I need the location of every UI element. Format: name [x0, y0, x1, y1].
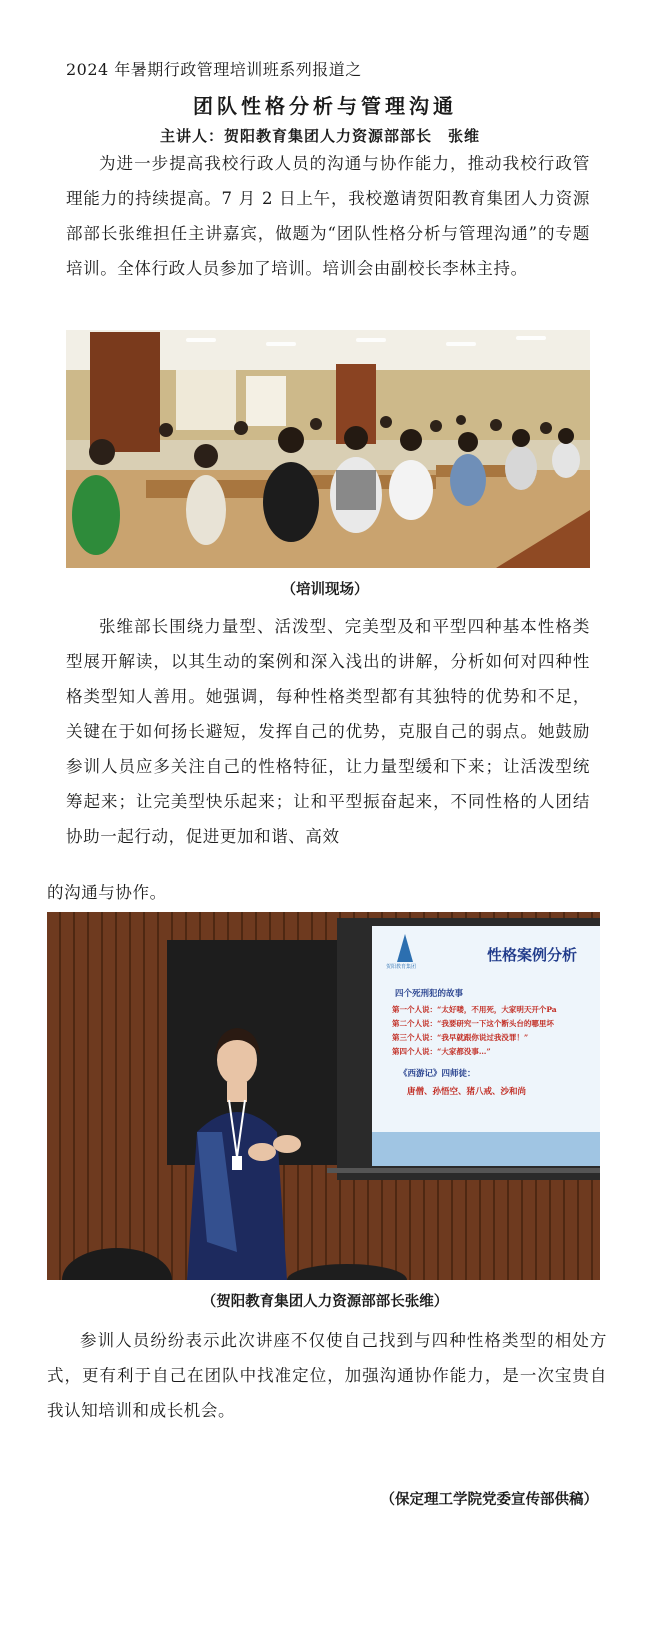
slide-names: 唐僧、孙悟空、猪八戒、沙和尚 — [407, 1087, 527, 1097]
slide-logo-text: 贺阳教育集团 — [386, 964, 417, 970]
training-room-photo — [66, 330, 590, 568]
slide-heading-2: 《西游记》四师徒： — [399, 1069, 476, 1079]
photo2-caption: （贺阳教育集团人力资源部部长张维） — [201, 1293, 449, 1310]
photo1-caption: （培训现场） — [281, 581, 369, 598]
paragraph-closing: 参训人员纷纷表示此次讲座不仅使自己找到与四种性格类型的相处方式，更有利于自己在团队中找准定位，加强沟通协作能力，是一次宝贵自我认知培训和成长机会。 — [47, 1331, 607, 1420]
slide-line-3: 第三个人说：“我早就跟你说过我没罪！” — [392, 1033, 529, 1042]
slide-heading: 四个死刑犯的故事 — [395, 989, 464, 999]
slide-line-4: 第四个人说：“大家都没事…” — [392, 1047, 491, 1056]
source-credit: （保定理工学院党委宣传部供稿） — [380, 1491, 598, 1508]
paragraph-content: 张维部长围绕力量型、活泼型、完美型及和平型四种基本性格类型展开解读，以其生动的案例和深入浅出的讲解，分析如何对四种性格类型知人善用。她强调，每种性格类型都有其独特的优势和不足，关键在于如何扬长避短，发挥自己的优势，克服自己的弱点。她鼓励参训人员应多关注自己的性格特征，让力量型缓和下来；让活泼型统筹起来；让完美型快乐起来；让和平型振奋起来，不同性格的人团结协助一起行动，促进更加和谐、高效 — [66, 617, 590, 846]
slide-line-2: 第二个人说：“我要研究一下这个断头台的哪里坏 — [392, 1019, 554, 1028]
slide-line-1: 第一个人说：“太好喽，不用死，大家明天开个Pa — [392, 1005, 557, 1014]
speaker-photo — [47, 912, 600, 1280]
speaker-line: 主讲人：贺阳教育集团人力资源部部长 张维 — [160, 127, 481, 145]
paragraph-intro: 为进一步提高我校行政人员的沟通与协作能力，推动我校行政管理能力的持续提高。7 月 2 日上午，我校邀请贺阳教育集团人力资源部部长张维担任主讲嘉宾，做题为“团队性格分析与管理沟通”的专题培训。全体行政人员参加了培训。培训会由副校长李林主持。 — [66, 154, 590, 278]
slide-title: 性格案例分析 — [487, 946, 578, 964]
article-title: 团队性格分析与管理沟通 — [193, 94, 457, 118]
series-heading: 2024 年暑期行政管理培训班系列报道之 — [66, 60, 362, 79]
paragraph-content-end: 的沟通与协作。 — [47, 883, 167, 902]
